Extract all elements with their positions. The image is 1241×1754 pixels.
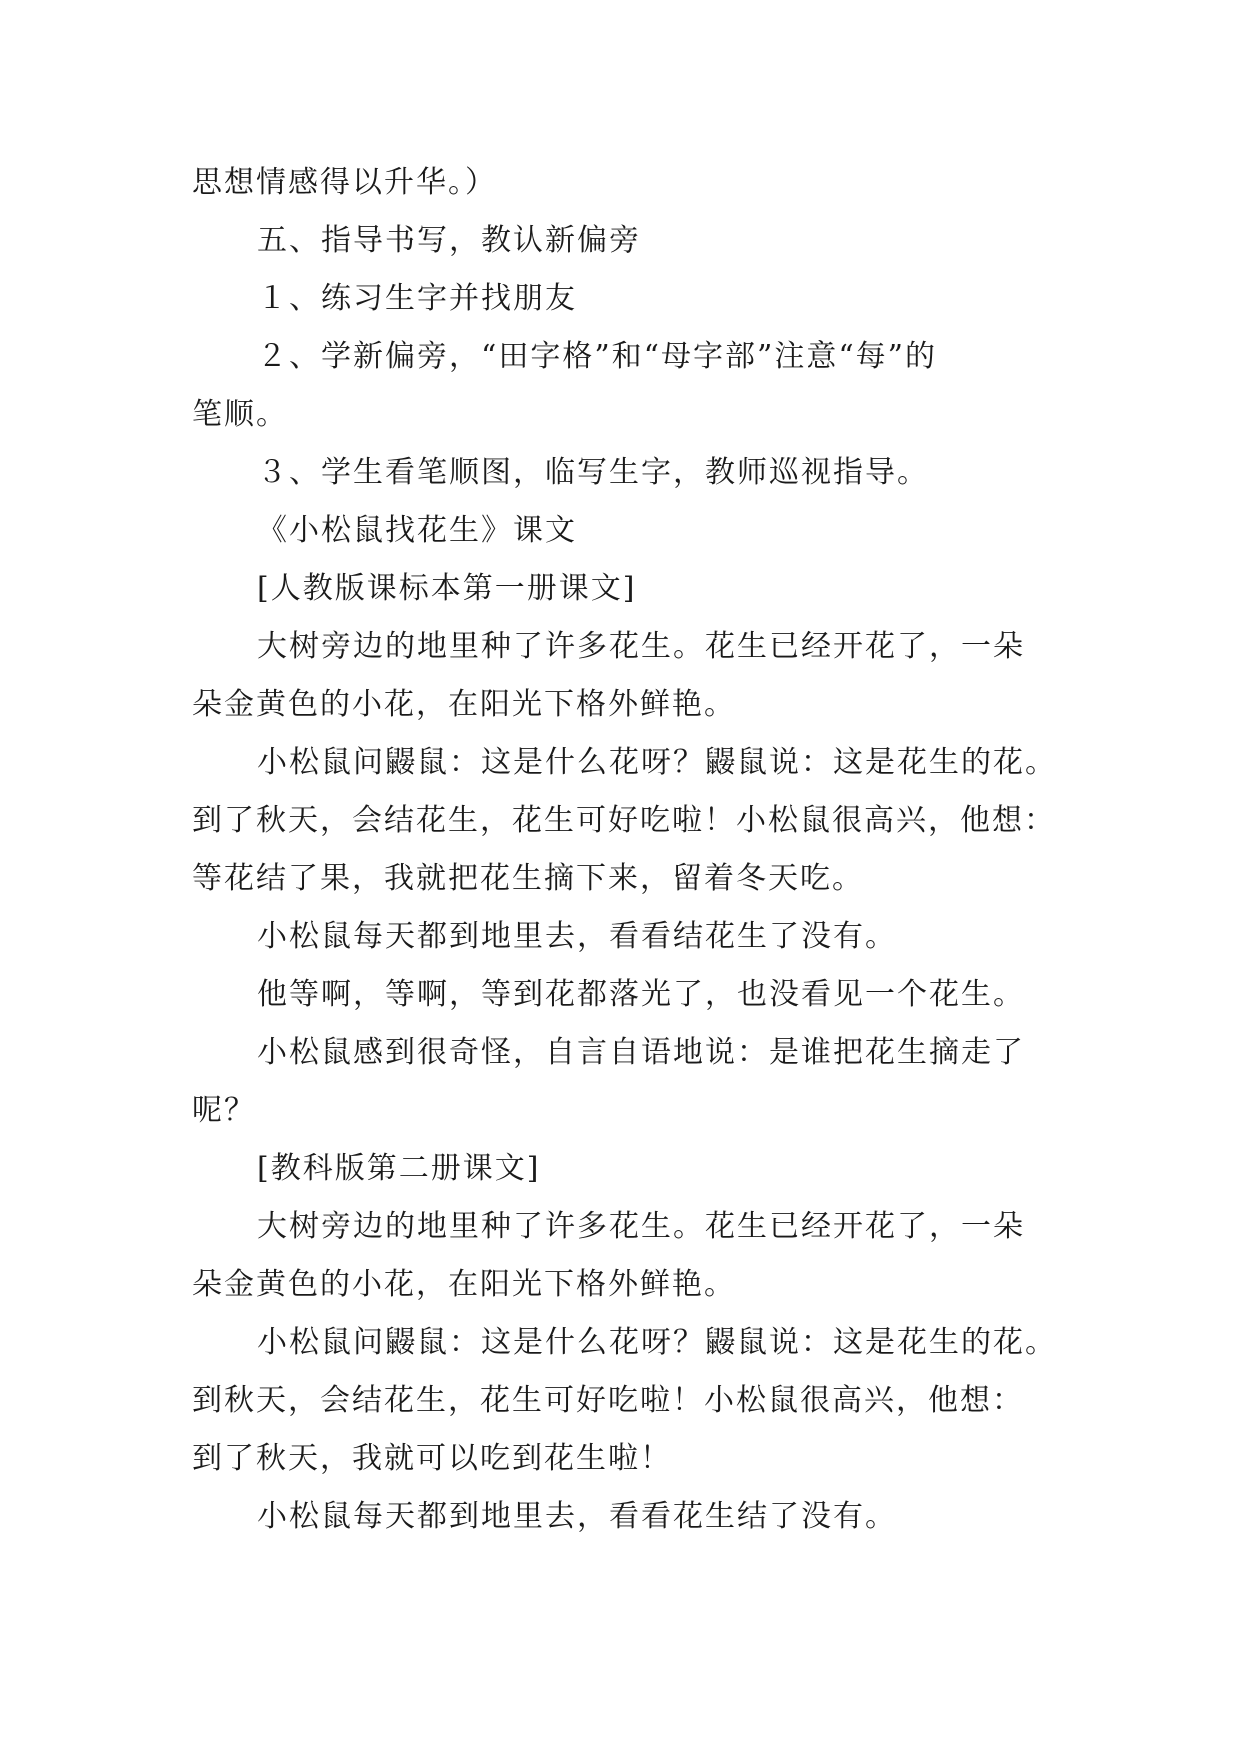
text-line: 等花结了果，我就把花生摘下来，留着冬天吃。 xyxy=(192,861,864,896)
text-line: 小松鼠感到很奇怪，自言自语地说：是谁把花生摘走了 xyxy=(257,1035,1025,1070)
text-line: 小松鼠每天都到地里去，看看结花生了没有。 xyxy=(257,919,897,954)
text-line: 大树旁边的地里种了许多花生。花生已经开花了，一朵 xyxy=(257,1209,1025,1244)
text-line: 朵金黄色的小花，在阳光下格外鲜艳。 xyxy=(192,1267,736,1302)
text-line: 呢？ xyxy=(192,1093,256,1128)
lesson-title: 《小松鼠找花生》课文 xyxy=(257,513,577,548)
edition-label: [人教版课标本第一册课文] xyxy=(257,571,637,606)
text-line: 小松鼠问鼹鼠：这是什么花呀？鼹鼠说：这是花生的花。 xyxy=(257,1325,1057,1360)
text-line: 小松鼠每天都到地里去，看看花生结了没有。 xyxy=(257,1499,897,1534)
text-line: 思想情感得以升华。） xyxy=(192,165,497,200)
text-line: 朵金黄色的小花，在阳光下格外鲜艳。 xyxy=(192,687,736,722)
text-line: 笔顺。 xyxy=(192,397,288,432)
text-line: 大树旁边的地里种了许多花生。花生已经开花了，一朵 xyxy=(257,629,1025,664)
section-heading: 五、指导书写，教认新偏旁 xyxy=(257,223,641,258)
text-line: 小松鼠问鼹鼠：这是什么花呀？鼹鼠说：这是花生的花。 xyxy=(257,745,1057,780)
text-line: 到了秋天，我就可以吃到花生啦！ xyxy=(192,1441,672,1476)
edition-label: [教科版第二册课文] xyxy=(257,1151,541,1186)
text-line: 他等啊，等啊，等到花都落光了，也没看见一个花生。 xyxy=(257,977,1025,1012)
list-item: ２、学新偏旁，“田字格”和“母字部”注意“每”的 xyxy=(257,339,938,374)
text-line: 到了秋天，会结花生，花生可好吃啦！小松鼠很高兴，他想： xyxy=(192,803,1056,838)
list-item: １、练习生字并找朋友 xyxy=(257,281,577,316)
list-item: ３、学生看笔顺图，临写生字，教师巡视指导。 xyxy=(257,455,929,490)
text-line: 到秋天，会结花生，花生可好吃啦！小松鼠很高兴，他想： xyxy=(192,1383,1024,1418)
body-text xyxy=(192,154,1057,1546)
